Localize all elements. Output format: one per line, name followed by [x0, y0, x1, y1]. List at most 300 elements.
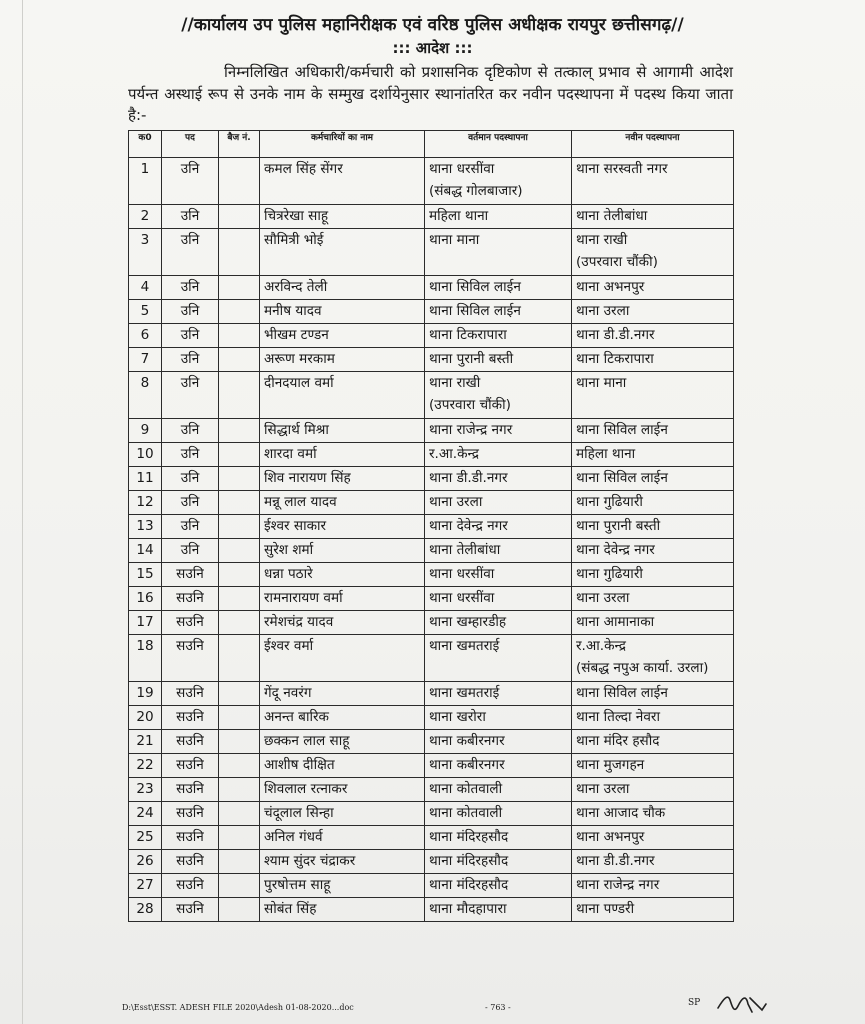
cell-current-posting-text: र.आ.केन्द्र: [429, 446, 479, 462]
cell-number-text: 24: [136, 805, 154, 821]
cell-new-posting: [572, 443, 734, 467]
cell-employee-name-text: धन्ना पठारे: [264, 566, 313, 582]
page-number: - 763 -: [485, 1003, 511, 1012]
cell-post: [162, 515, 219, 539]
cell-new-posting-text: थाना सरस्वती नगर: [576, 161, 668, 177]
cell-post: [162, 730, 219, 754]
cell-badge: [219, 778, 260, 802]
cell-current-posting-text: थाना देवेन्द्र नगर: [429, 518, 508, 534]
cell-employee-name: [260, 348, 425, 372]
cell-employee-name: [260, 467, 425, 491]
cell-number-text: 9: [140, 422, 150, 438]
cell-current-posting-text: थाना कोतवाली: [429, 781, 503, 797]
cell-new-posting: [572, 158, 734, 205]
cell-employee-name: [260, 229, 425, 276]
cell-post-text: उनि: [180, 446, 200, 462]
office-title: //कार्यालय उप पुलिस महानिरीक्षक एवं वरिष्ठ पुलिस अधीक्षक रायपुर छत्तीसगढ़//: [181, 15, 684, 35]
cell-badge: [219, 898, 260, 922]
cell-employee-name: [260, 635, 425, 682]
cell-employee-name: [260, 826, 425, 850]
cell-current-posting-text: थाना मंदिरहसौद: [429, 829, 509, 845]
cell-number: [129, 778, 162, 802]
sp-label: SP: [688, 998, 701, 1008]
cell-number: [129, 372, 162, 419]
cell-employee-name-text: चंदूलाल सिन्हा: [264, 805, 334, 821]
cell-employee-name: [260, 778, 425, 802]
cell-current-posting-note: (उपरवारा चौंकी): [429, 397, 511, 413]
cell-badge: [219, 324, 260, 348]
cell-current-posting-text: थाना सिविल लाईन: [429, 279, 521, 295]
cell-new-posting: [572, 324, 734, 348]
cell-new-posting-text: थाना माना: [576, 375, 627, 391]
cell-employee-name-text: रामनारायण वर्मा: [264, 590, 343, 606]
table-row: [129, 898, 734, 922]
cell-new-posting-text: थाना राजेन्द्र नगर: [576, 877, 660, 893]
col-header-new-posting: नवीन पदस्थापना: [572, 131, 734, 158]
cell-badge: [219, 158, 260, 205]
cell-current-posting-text: थाना कोतवाली: [429, 805, 503, 821]
cell-number: [129, 611, 162, 635]
cell-employee-name: [260, 324, 425, 348]
cell-employee-name-text: शिवलाल रत्नाकर: [264, 781, 348, 797]
cell-badge: [219, 276, 260, 300]
col-header-number: क0: [129, 131, 162, 158]
cell-employee-name-text: चित्ररेखा साहू: [264, 208, 329, 224]
cell-post-text: सउनि: [176, 829, 204, 845]
signature-mark: [716, 990, 768, 1016]
table-row: [129, 372, 734, 419]
cell-post: [162, 443, 219, 467]
cell-current-posting-text: थाना उरला: [429, 494, 483, 510]
cell-badge: [219, 467, 260, 491]
cell-employee-name-text: अरूण मरकाम: [264, 351, 335, 367]
cell-current-posting-text: थाना मंदिरहसौद: [429, 877, 509, 893]
cell-post: [162, 635, 219, 682]
cell-number: [129, 229, 162, 276]
cell-badge: [219, 754, 260, 778]
cell-employee-name: [260, 874, 425, 898]
cell-post-text: उनि: [180, 470, 200, 486]
cell-number: [129, 682, 162, 706]
cell-new-posting-text: थाना आजाद चौक: [576, 805, 666, 821]
cell-employee-name-text: मनीष यादव: [264, 303, 322, 319]
cell-employee-name-text: छक्कन लाल साहू: [264, 733, 350, 749]
intro-text: निम्नलिखित अधिकारी/कर्मचारी को प्रशासनिक दृष्टिकोण से तत्काल् प्रभाव से आगामी आदेश पर्यन्त अस्थाई रूप से उनके नाम के सम्मुख दर्शायेनुसार स्थानांतरित कर नवीन पदस्थापना में पदस्थ किया जाता है:-: [128, 63, 733, 124]
cell-post-text: सउनि: [176, 877, 204, 893]
cell-new-posting-text: थाना उरला: [576, 590, 630, 606]
table-row: [129, 802, 734, 826]
cell-current-posting: [425, 348, 572, 372]
cell-post: [162, 706, 219, 730]
cell-new-posting-text: थाना टिकरापारा: [576, 351, 654, 367]
cell-number: [129, 419, 162, 443]
cell-post: [162, 300, 219, 324]
cell-new-posting: [572, 276, 734, 300]
cell-number: [129, 467, 162, 491]
cell-employee-name-text: शिव नारायण सिंह: [264, 470, 351, 486]
cell-post: [162, 158, 219, 205]
cell-current-posting: [425, 563, 572, 587]
cell-employee-name-text: सोबंत सिंह: [264, 901, 317, 917]
table-row: [129, 874, 734, 898]
cell-post: [162, 754, 219, 778]
cell-new-posting-text: थाना डी.डी.नगर: [576, 853, 655, 869]
cell-post: [162, 348, 219, 372]
cell-current-posting: [425, 802, 572, 826]
cell-badge: [219, 563, 260, 587]
cell-badge: [219, 730, 260, 754]
cell-current-posting: [425, 467, 572, 491]
cell-current-posting: [425, 300, 572, 324]
cell-employee-name-text: अनिल गंधर्व: [264, 829, 323, 845]
cell-number: [129, 348, 162, 372]
cell-current-posting: [425, 491, 572, 515]
table-row: [129, 515, 734, 539]
cell-current-posting-text: थाना राखी: [429, 375, 481, 391]
cell-new-posting-text: र.आ.केन्द्र: [576, 638, 626, 654]
cell-post-text: उनि: [180, 494, 200, 510]
cell-current-posting: [425, 730, 572, 754]
cell-number-text: 20: [136, 709, 154, 725]
cell-number-text: 23: [136, 781, 154, 797]
cell-new-posting-text: थाना अभनपुर: [576, 829, 645, 845]
cell-number-text: 16: [136, 590, 154, 606]
cell-employee-name-text: अनन्त बारिक: [264, 709, 329, 725]
cell-number-text: 14: [136, 542, 154, 558]
cell-badge: [219, 372, 260, 419]
cell-current-posting-text: थाना मंदिरहसौद: [429, 853, 509, 869]
table-row: [129, 754, 734, 778]
cell-employee-name-text: श्याम सुंदर चंद्राकर: [264, 853, 356, 869]
table-row: [129, 706, 734, 730]
col-header-employee-name: कर्मचारियों का नाम: [260, 131, 425, 158]
cell-post: [162, 850, 219, 874]
cell-badge: [219, 443, 260, 467]
cell-new-posting-text: थाना पण्डरी: [576, 901, 635, 917]
cell-number-text: 27: [136, 877, 154, 893]
cell-new-posting-text: थाना तेलीबांधा: [576, 208, 648, 224]
cell-number: [129, 443, 162, 467]
table-row: [129, 229, 734, 276]
cell-badge: [219, 515, 260, 539]
cell-number: [129, 754, 162, 778]
cell-current-posting: [425, 419, 572, 443]
cell-number: [129, 300, 162, 324]
cell-number: [129, 515, 162, 539]
table-header-row: [129, 131, 734, 158]
cell-employee-name: [260, 563, 425, 587]
cell-employee-name-text: गेंदू नवरंग: [264, 685, 312, 701]
cell-number: [129, 706, 162, 730]
cell-number-text: 28: [136, 901, 154, 917]
cell-number: [129, 826, 162, 850]
cell-current-posting: [425, 611, 572, 635]
cell-new-posting: [572, 635, 734, 682]
cell-new-posting: [572, 539, 734, 563]
cell-employee-name: [260, 802, 425, 826]
cell-employee-name: [260, 754, 425, 778]
table-row: [129, 635, 734, 682]
cell-new-posting-text: महिला थाना: [576, 446, 636, 462]
cell-employee-name-text: सिद्धार्थ मिश्रा: [264, 422, 329, 438]
cell-current-posting-text: थाना खमतराई: [429, 685, 500, 701]
cell-badge: [219, 874, 260, 898]
cell-badge: [219, 419, 260, 443]
cell-current-posting-text: महिला थाना: [429, 208, 489, 224]
cell-employee-name-text: सुरेश शर्मा: [264, 542, 314, 558]
table-row: [129, 205, 734, 229]
cell-new-posting-text: थाना सिविल लाईन: [576, 422, 668, 438]
cell-post-text: सउनि: [176, 781, 204, 797]
cell-new-posting: [572, 419, 734, 443]
cell-post-text: उनि: [180, 375, 200, 391]
cell-new-posting: [572, 467, 734, 491]
cell-current-posting: [425, 706, 572, 730]
cell-employee-name-text: मन्नू लाल यादव: [264, 494, 337, 510]
table-row: [129, 730, 734, 754]
cell-employee-name: [260, 205, 425, 229]
cell-post: [162, 802, 219, 826]
table-row: [129, 300, 734, 324]
cell-current-posting: [425, 158, 572, 205]
col-header-current-posting: वर्तमान पदस्थापना: [425, 131, 572, 158]
cell-post-text: सउनि: [176, 638, 204, 654]
cell-badge: [219, 348, 260, 372]
cell-new-posting-note: (संबद्ध नपुअ कार्या. उरला): [576, 660, 709, 676]
cell-badge: [219, 706, 260, 730]
table-row: [129, 587, 734, 611]
table-row: [129, 826, 734, 850]
cell-new-posting: [572, 300, 734, 324]
cell-current-posting-text: थाना राजेन्द्र नगर: [429, 422, 513, 438]
cell-new-posting-text: थाना डी.डी.नगर: [576, 327, 655, 343]
cell-new-posting-text: थाना आमानाका: [576, 614, 655, 630]
page-edge-line: [22, 0, 23, 1024]
cell-employee-name-text: पुरषोत्तम साहू: [264, 877, 331, 893]
cell-number-text: 12: [136, 494, 154, 510]
cell-employee-name-text: कमल सिंह सेंगर: [264, 161, 343, 177]
cell-new-posting-text: थाना गुढियारी: [576, 566, 643, 582]
cell-employee-name-text: भीखम टण्डन: [264, 327, 329, 343]
cell-current-posting-text: थाना खरोरा: [429, 709, 486, 725]
table-row: [129, 324, 734, 348]
cell-number-text: 19: [136, 685, 154, 701]
cell-employee-name: [260, 706, 425, 730]
cell-post-text: उनि: [180, 422, 200, 438]
cell-new-posting: [572, 802, 734, 826]
cell-number-text: 6: [140, 327, 150, 343]
cell-post-text: उनि: [180, 542, 200, 558]
table-row: [129, 491, 734, 515]
cell-current-posting: [425, 682, 572, 706]
cell-number: [129, 898, 162, 922]
cell-employee-name: [260, 682, 425, 706]
cell-post-text: उनि: [180, 351, 200, 367]
cell-post: [162, 778, 219, 802]
cell-post: [162, 372, 219, 419]
cell-current-posting: [425, 635, 572, 682]
cell-post: [162, 491, 219, 515]
cell-new-posting: [572, 229, 734, 276]
cell-number: [129, 491, 162, 515]
cell-employee-name-text: अरविन्द तेली: [264, 279, 328, 295]
cell-number: [129, 802, 162, 826]
cell-employee-name-text: दीनदयाल वर्मा: [264, 375, 334, 391]
cell-badge: [219, 587, 260, 611]
cell-post: [162, 874, 219, 898]
cell-new-posting-text: थाना सिविल लाईन: [576, 685, 668, 701]
cell-current-posting-text: थाना धरसींवा: [429, 566, 495, 582]
cell-current-posting-text: थाना माना: [429, 232, 480, 248]
cell-current-posting-text: थाना सिविल लाईन: [429, 303, 521, 319]
cell-number-text: 3: [140, 232, 150, 248]
cell-post-text: सउनि: [176, 685, 204, 701]
cell-badge: [219, 635, 260, 682]
cell-post: [162, 419, 219, 443]
cell-employee-name: [260, 515, 425, 539]
cell-employee-name: [260, 300, 425, 324]
cell-post-text: सउनि: [176, 757, 204, 773]
cell-current-posting: [425, 754, 572, 778]
cell-employee-name: [260, 587, 425, 611]
cell-badge: [219, 539, 260, 563]
cell-number-text: 4: [140, 279, 150, 295]
cell-current-posting: [425, 205, 572, 229]
cell-new-posting: [572, 348, 734, 372]
cell-post: [162, 826, 219, 850]
cell-number: [129, 730, 162, 754]
cell-new-posting-text: थाना उरला: [576, 781, 630, 797]
cell-number-text: 18: [136, 638, 154, 654]
cell-new-posting-text: थाना उरला: [576, 303, 630, 319]
cell-number-text: 17: [136, 614, 154, 630]
cell-employee-name-text: ईश्वर साकार: [264, 518, 327, 534]
cell-current-posting-text: थाना खम्हारडीह: [429, 614, 507, 630]
cell-new-posting: [572, 826, 734, 850]
cell-post: [162, 563, 219, 587]
cell-number: [129, 324, 162, 348]
cell-employee-name: [260, 419, 425, 443]
cell-employee-name-text: आशीष दीक्षित: [264, 757, 335, 773]
cell-number-text: 10: [136, 446, 154, 462]
cell-new-posting-text: थाना पुरानी बस्ती: [576, 518, 661, 534]
cell-new-posting-text: थाना मंदिर हसौद: [576, 733, 660, 749]
cell-number: [129, 874, 162, 898]
cell-badge: [219, 826, 260, 850]
cell-current-posting: [425, 778, 572, 802]
cell-post-text: सउनि: [176, 590, 204, 606]
cell-post: [162, 205, 219, 229]
cell-number-text: 26: [136, 853, 154, 869]
cell-new-posting: [572, 587, 734, 611]
cell-badge: [219, 850, 260, 874]
cell-employee-name: [260, 158, 425, 205]
cell-new-posting: [572, 563, 734, 587]
cell-badge: [219, 229, 260, 276]
col-header-post: पद: [162, 131, 219, 158]
cell-number: [129, 635, 162, 682]
table-row: [129, 158, 734, 205]
cell-new-posting-text: थाना गुढियारी: [576, 494, 643, 510]
cell-new-posting: [572, 754, 734, 778]
cell-post-text: उनि: [180, 232, 200, 248]
cell-post: [162, 229, 219, 276]
cell-new-posting: [572, 706, 734, 730]
cell-new-posting-text: थाना तिल्दा नेवरा: [576, 709, 660, 725]
cell-current-posting-text: थाना धरसींवा: [429, 161, 495, 177]
cell-current-posting: [425, 898, 572, 922]
cell-post-text: सउनि: [176, 901, 204, 917]
cell-number-text: 22: [136, 757, 154, 773]
cell-badge: [219, 205, 260, 229]
cell-number: [129, 205, 162, 229]
cell-post-text: सउनि: [176, 709, 204, 725]
cell-post-text: उनि: [180, 303, 200, 319]
table-row: [129, 467, 734, 491]
cell-number-text: 1: [140, 161, 150, 177]
cell-employee-name-text: ईश्वर वर्मा: [264, 638, 314, 654]
table-row: [129, 563, 734, 587]
cell-current-posting-text: थाना कबीरनगर: [429, 757, 505, 773]
cell-current-posting: [425, 324, 572, 348]
cell-employee-name-text: शारदा वर्मा: [264, 446, 317, 462]
cell-new-posting: [572, 874, 734, 898]
cell-employee-name: [260, 491, 425, 515]
cell-number: [129, 539, 162, 563]
cell-post: [162, 276, 219, 300]
cell-post: [162, 682, 219, 706]
cell-post: [162, 898, 219, 922]
cell-post-text: उनि: [180, 208, 200, 224]
cell-number-text: 7: [140, 351, 150, 367]
cell-post-text: उनि: [180, 327, 200, 343]
cell-post-text: सउनि: [176, 614, 204, 630]
cell-new-posting: [572, 491, 734, 515]
cell-current-posting: [425, 276, 572, 300]
cell-number-text: 15: [136, 566, 154, 582]
table-row: [129, 539, 734, 563]
cell-new-posting: [572, 515, 734, 539]
cell-employee-name-text: रमेशचंद्र यादव: [264, 614, 334, 630]
table-row: [129, 778, 734, 802]
table-row: [129, 419, 734, 443]
cell-current-posting: [425, 850, 572, 874]
cell-employee-name-text: सौमित्री भोई: [264, 232, 324, 248]
cell-new-posting: [572, 372, 734, 419]
cell-employee-name: [260, 850, 425, 874]
cell-number-text: 2: [140, 208, 150, 224]
cell-new-posting: [572, 611, 734, 635]
cell-post-text: उनि: [180, 161, 200, 177]
order-intro-paragraph: [128, 62, 733, 127]
cell-post: [162, 611, 219, 635]
cell-new-posting: [572, 682, 734, 706]
cell-badge: [219, 491, 260, 515]
cell-current-posting-text: थाना टिकरापारा: [429, 327, 507, 343]
table-row: [129, 348, 734, 372]
cell-post-text: सउनि: [176, 805, 204, 821]
cell-employee-name: [260, 276, 425, 300]
cell-post: [162, 587, 219, 611]
cell-current-posting: [425, 587, 572, 611]
table-row: [129, 276, 734, 300]
cell-new-posting-note: (उपरवारा चौंकी): [576, 254, 658, 270]
cell-post: [162, 539, 219, 563]
cell-post-text: उनि: [180, 279, 200, 295]
cell-number: [129, 158, 162, 205]
cell-number: [129, 563, 162, 587]
cell-badge: [219, 682, 260, 706]
